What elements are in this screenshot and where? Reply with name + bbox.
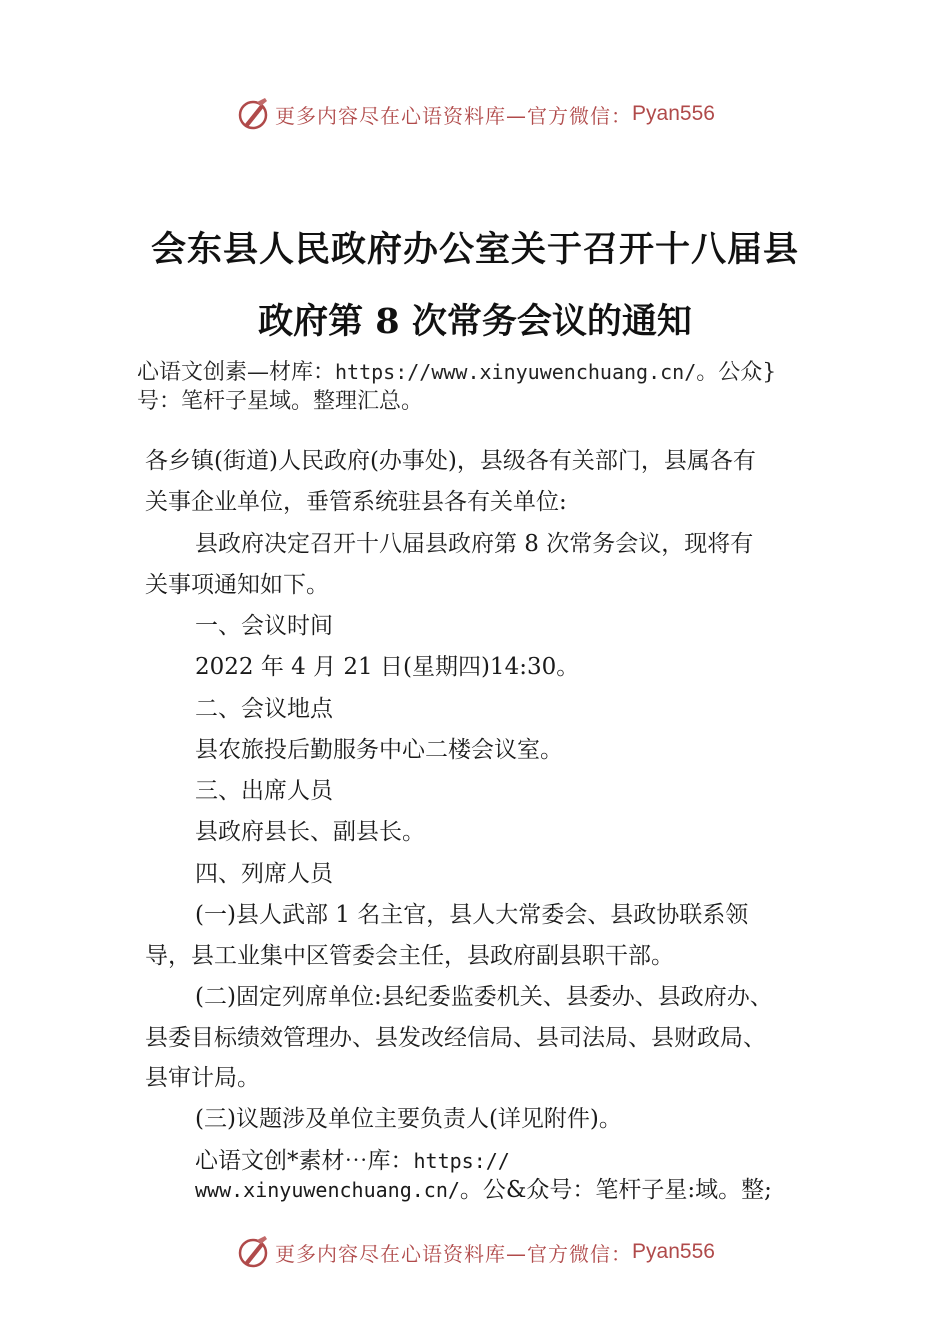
addressee-line-2: 关事企业单位，垂管系统驻县各有关单位: <box>145 489 567 515</box>
banner-text: 更多内容尽在心语资料库—官方微信： <box>275 1241 633 1266</box>
document-title-line-2: 政府第 8 次常务会议的通知 <box>258 301 692 342</box>
intro-line-2: 关事项通知如下。 <box>145 572 329 598</box>
pen-logo-icon <box>235 96 271 132</box>
observer-item-2-line-3: 县审计局。 <box>145 1065 260 1091</box>
meeting-place: 县农旅投后勤服务中心二楼会议室。 <box>195 737 563 763</box>
source-note-url: https://www.xinyuwenchuang.cn/ <box>335 360 697 384</box>
section-heading-time: 一、会议时间 <box>195 613 333 639</box>
watermark-prefix: 心语文创*素材⋯库： <box>195 1148 414 1174</box>
section-heading-observers: 四、列席人员 <box>195 861 333 887</box>
source-note-suffix: 。公众} <box>696 360 777 385</box>
section-heading-place: 二、会议地点 <box>195 696 333 722</box>
banner-wechat-id: Pyan556 <box>632 102 715 125</box>
attendees: 县政府县长、副县长。 <box>195 819 425 845</box>
meeting-time: 2022 年 4 月 21 日(星期四)14:30。 <box>195 654 580 680</box>
observer-item-2-line-2: 县委目标绩效管理办、县发改经信局、县司法局、县财政局、 <box>145 1025 766 1051</box>
section-heading-attendees: 三、出席人员 <box>195 778 333 804</box>
watermark-line-2 <box>195 1175 875 1205</box>
source-note-line-1 <box>137 357 837 388</box>
watermark-url-part-1: https:// <box>413 1149 510 1173</box>
document-title-line-1: 会东县人民政府办公室关于召开十八届县 <box>150 229 799 270</box>
source-note-line-2: 号：笔杆子星域。整理汇总。 <box>137 389 424 414</box>
addressee-line-1: 各乡镇(街道)人民政府(办事处)，县级各有关部门，县属各有 <box>145 448 756 474</box>
pen-logo-icon <box>235 1234 271 1270</box>
observer-item-1-line-1: (一)县人武部 1 名主官，县人大常委会、县政协联系领 <box>195 902 749 928</box>
watermark-suffix: 。公&众号：笔杆子星:域。整; <box>459 1177 772 1203</box>
header-banner <box>0 94 950 134</box>
watermark-url-part-2: www.xinyuwenchuang.cn/ <box>195 1178 460 1202</box>
banner-text: 更多内容尽在心语资料库—官方微信： <box>275 103 633 128</box>
watermark-line-1 <box>195 1146 875 1176</box>
observer-item-3: (三)议题涉及单位主要负责人(详见附件)。 <box>195 1106 622 1132</box>
intro-line-1: 县政府决定召开十八届县政府第 8 次常务会议，现将有 <box>195 531 754 557</box>
observer-item-1-line-2: 导，县工业集中区管委会主任，县政府副县职干部。 <box>145 943 674 969</box>
banner-wechat-id: Pyan556 <box>632 1240 715 1263</box>
source-note-prefix: 心语文创素—材库： <box>137 360 336 385</box>
observer-item-2-line-1: (二)固定列席单位:县纪委监委机关、县委办、县政府办、 <box>195 984 773 1010</box>
footer-banner <box>0 1232 950 1272</box>
